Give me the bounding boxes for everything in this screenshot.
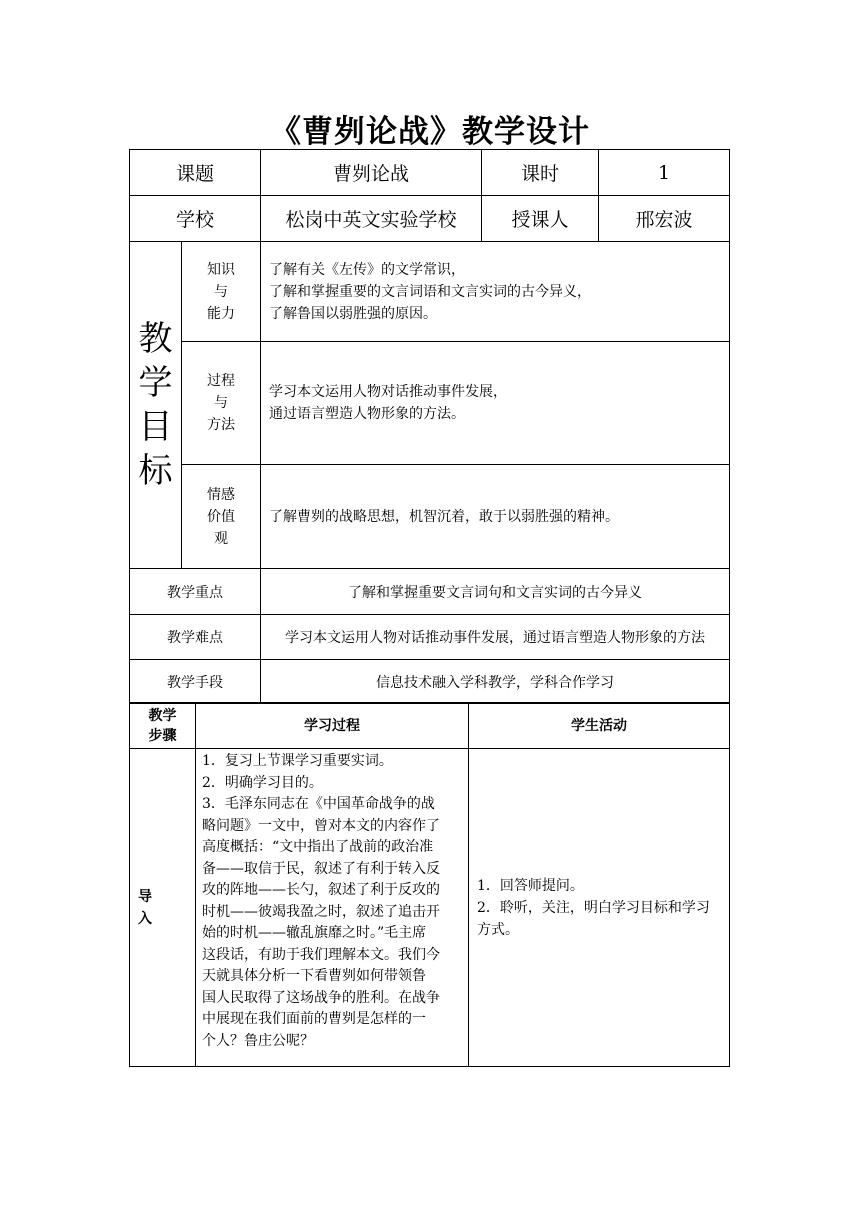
objective-text-emotion bbox=[261, 465, 730, 569]
difficulties-row bbox=[130, 615, 730, 660]
process-text-line: 始的时机——辙乱旗靡之时。”毛主席 bbox=[202, 925, 427, 941]
process-text-line: 天就具体分析一下看曹刿如何带领鲁 bbox=[202, 968, 426, 984]
process-text-intro bbox=[196, 749, 469, 1067]
objective-label-line: 价值 bbox=[207, 508, 235, 525]
step-label-line: 入 bbox=[138, 910, 152, 927]
process-row-intro bbox=[130, 749, 730, 1067]
difficulties-label: 教学难点 bbox=[130, 615, 261, 660]
process-header: 学习过程 bbox=[196, 703, 469, 749]
step-header-line: 教学 bbox=[148, 707, 177, 724]
objective-label-line: 观 bbox=[214, 530, 228, 547]
objective-label-line: 情感 bbox=[207, 486, 235, 503]
objectives-heading-char: 学 bbox=[138, 363, 173, 403]
objective-row-emotion bbox=[130, 465, 730, 569]
teaching-process-table bbox=[129, 702, 730, 1067]
objective-label-process bbox=[182, 342, 261, 465]
process-text-line: 2．明确学习目的。 bbox=[202, 774, 323, 791]
objective-label-knowledge bbox=[182, 242, 261, 342]
teacher-value: 邢宏波 bbox=[599, 196, 730, 242]
process-text-line: 国人民取得了这场战争的胜利。在战争 bbox=[202, 989, 440, 1006]
means-value: 信息技术融入学科教学，学科合作学习 bbox=[261, 660, 730, 704]
process-header-row bbox=[130, 703, 730, 749]
key-points-label: 教学重点 bbox=[130, 569, 261, 615]
school-value: 松岗中英文实验学校 bbox=[261, 196, 482, 242]
objective-label-line: 方法 bbox=[207, 417, 235, 433]
objective-label-line: 过程 bbox=[207, 373, 235, 389]
objective-text-line: 学习本文运用人物对话推动事件发展， bbox=[269, 384, 508, 400]
process-text-line: 3．毛泽东同志在《中国革命战争的战 bbox=[202, 796, 435, 812]
objective-row-knowledge bbox=[130, 242, 730, 342]
school-row bbox=[130, 196, 730, 242]
process-text-line: 略问题》一文中，曾对本文的内容作了 bbox=[202, 817, 440, 834]
process-text-line: 这段话，有助于我们理解本文。我们今 bbox=[202, 946, 440, 963]
key-points-row bbox=[130, 569, 730, 615]
objective-text-line: 了解有关《左传》的文学常识， bbox=[269, 261, 466, 278]
step-header-line: 步骤 bbox=[148, 727, 177, 744]
objective-text-line: 了解曹刿的战略思想，机智沉着，敢于以弱胜强的精神。 bbox=[269, 508, 620, 525]
objective-text-line: 了解和掌握重要的文言词语和文言实词的古今异义， bbox=[269, 283, 592, 300]
objective-row-process bbox=[130, 342, 730, 465]
topic-value: 曹刿论战 bbox=[261, 150, 482, 196]
objective-text-line: 通过语言塑造人物形象的方法。 bbox=[269, 406, 466, 422]
objective-text-knowledge bbox=[261, 242, 730, 342]
objective-text-line: 了解鲁国以弱胜强的原因。 bbox=[269, 305, 438, 322]
step-label-line: 导 bbox=[138, 888, 152, 905]
means-label: 教学手段 bbox=[130, 660, 261, 704]
topic-label: 课题 bbox=[130, 150, 261, 196]
objective-text-process bbox=[261, 342, 730, 465]
topic-row bbox=[130, 150, 730, 196]
key-points-value: 了解和掌握重要文言词句和文言实词的古今异义 bbox=[261, 569, 730, 615]
lesson-overview-table bbox=[129, 149, 730, 704]
school-label: 学校 bbox=[130, 196, 261, 242]
objective-label-line: 能力 bbox=[207, 305, 235, 322]
objectives-heading-char: 目 bbox=[138, 407, 173, 447]
step-header bbox=[130, 703, 196, 749]
process-text-line: 时机——彼竭我盈之时，叙述了追击开 bbox=[202, 903, 440, 920]
step-label-intro bbox=[130, 749, 196, 1067]
objectives-heading-char: 标 bbox=[138, 451, 173, 491]
process-text-line: 中展现在我们面前的曹刿是怎样的一 bbox=[202, 1011, 426, 1027]
activity-header: 学生活动 bbox=[469, 703, 730, 749]
objective-label-line: 与 bbox=[214, 395, 228, 411]
activity-text-line: 2．聆听，关注，明白学习目标和学习 bbox=[477, 899, 710, 916]
objective-label-line: 与 bbox=[214, 283, 228, 300]
process-text-line: 1．复习上节课学习重要实词。 bbox=[202, 753, 393, 769]
difficulties-value: 学习本文运用人物对话推动事件发展，通过语言塑造人物形象的方法 bbox=[261, 615, 730, 660]
objective-label-emotion bbox=[182, 465, 261, 569]
process-text-line: 个人？鲁庄公呢？ bbox=[202, 1032, 314, 1049]
page-title: 《曹刿论战》教学设计 bbox=[270, 114, 590, 150]
hours-label: 课时 bbox=[482, 150, 599, 196]
objectives-heading-char: 教 bbox=[138, 319, 173, 359]
process-text-line: 备——取信于民，叙述了有利于转入反 bbox=[202, 860, 440, 877]
process-text-line: 高度概括：“文中指出了战前的政治准 bbox=[202, 839, 434, 855]
teacher-label: 授课人 bbox=[482, 196, 599, 242]
objective-label-line: 知识 bbox=[207, 261, 235, 278]
activity-text-intro bbox=[469, 749, 730, 1067]
hours-value: 1 bbox=[599, 150, 730, 196]
means-row bbox=[130, 660, 730, 704]
process-text-line: 攻的阵地——长勺，叙述了利于反攻的 bbox=[202, 882, 440, 898]
activity-text-line: 1．回答师提问。 bbox=[477, 877, 584, 894]
objectives-heading bbox=[130, 242, 182, 569]
activity-text-line: 方式。 bbox=[477, 921, 519, 938]
